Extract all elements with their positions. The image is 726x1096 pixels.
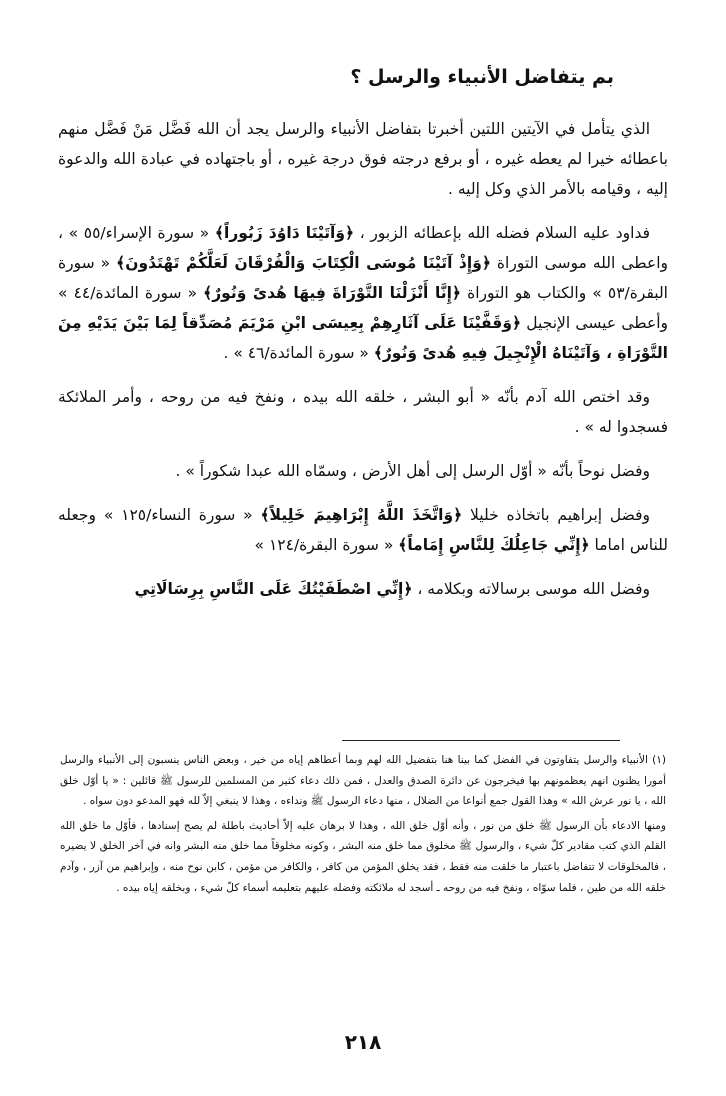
text-span: فداود عليه السلام فضله الله بإعطائه الزبور ، [354, 224, 650, 242]
text-span: « سورة الإسراء/٥٥ » ، واعطى الله موسى التوراة [58, 224, 668, 272]
text-span: « سورة المائدة/٤٤ » وأعطى عيسى الإنجيل [58, 284, 669, 332]
quran-verse: ﴿وَآتَيْنَا دَاوُدَ زَبُوراً﴾ [214, 224, 355, 242]
page-number: ٢١٨ [344, 1030, 382, 1054]
section-heading: بم يتفاضل الأنبياء والرسل ؟ [350, 66, 614, 88]
text-span: « سورة المائدة/٤٦ » . [223, 344, 374, 362]
quran-verse: ﴿إِنِّي اصْطَفَيْتُكَ عَلَى النَّاسِ بِرِسَالَاتِي [134, 580, 413, 598]
paragraph-intro: الذي يتأمل في الآيتين اللتين أخبرتا بتفاضل الأنبياء والرسل يجد أن الله فَضَّل مَنْ فَضَّل منهم باعطائه خيرا لم يعطه غيره ، أو برفع درجته فوق درجة غيره ، أو باجتهاده في عبادة الله والدعوة إليه ، وقيامه بالأمر الذي وكل إليه . [58, 120, 668, 198]
quran-verse: ﴿إِنِّي جَاعِلُكَ لِلنَّاسِ إِمَاماً﴾ [398, 536, 590, 554]
paragraph-ibrahim [58, 500, 668, 560]
text-span: « سورة البقرة/٥٣ » والكتاب هو التوراة [58, 254, 668, 302]
paragraph-adam: وقد اختص الله آدم بأنّه « أبو البشر ، خلقه الله بيده ، ونفخ فيه من روحه ، وأمر الملائكة فسجدوا له » . [58, 388, 668, 436]
text-span: « سورة النساء/١٢٥ » وجعله للناس اماما [58, 506, 668, 554]
quran-verse: ﴿وَقَفَّيْنَا عَلَى آثَارِهِمْ بِعِيسَى ابْنِ مَرْيَمَ مُصَدِّقاً لِمَا بَيْنَ يَدَيْهِ مِنَ التَّوْرَاةِ ، وَآتَيْنَاهُ الْإِنْجِيلَ فِيهِ هُدىً وَنُورٌ﴾ [58, 314, 668, 362]
quran-verse: ﴿وَإِذْ آتَيْنَا مُوسَى الْكِتَابَ وَالْفُرْقَانَ لَعَلَّكُمْ تَهْتَدُونَ﴾ [116, 254, 491, 272]
text-span: وفضل إبراهيم باتخاذه خليلا [462, 506, 650, 524]
paragraph-dawud-musa-isa [58, 218, 668, 368]
quran-verse: ﴿إِنَّا أَنْزَلْنَا التَّوْرَاةَ فِيهَا هُدىً وَنُورٌ﴾ [203, 284, 461, 302]
footnote-paragraph: ومنها الادعاء بأن الرسول ﷺ خلق من نور ، وأنه أوّل خلق الله ، وهذا لا برهان عليه إلاّ أحاديث باطلة لم يصح إسنادها ، فأوّل ما خلق الله القلم الذي كتب مقادير كلّ شيء ، والرسول ﷺ مخلوق مما خلق منه البشر ، وكونه مخلوقاً مما خلق منه البشر وانه في آخر الخلق لا يضيره ، فالمخلوقات لا تتفاضل باعتبار ما خلقت منه فقط ، فقد يخلق المؤمن من كافر ، والكافر من مؤمن ، كابن نوح منه ، وإبراهيم من آزر ، وآدم خلقه الله من طين ، فلما سوّاه ، ونفخ فيه من روحه ـ أسجد له ملائكته وفضله عليهم بتعليمه أسماء كلّ شيء ، وبخلقه إياه بيده . [60, 819, 666, 894]
footnote-paragraph: (١) الأنبياء والرسل يتفاوتون في الفضل كما بينا هنا بتفضيل الله لهم وبما أعطاهم إياه من خير ، وبعض الناس ينسبون إلى الأنبياء والرسل أمورا يظنون انهم يعظمونهم بها فيخرجون عن دائرة الصدق والعدل ، فمن ذلك دعاء كثير من المسلمين للرسول ﷺ قائلين : « يا أوّل خلق الله ، يا نور عرش الله » وهذا القول جمع أنواعا من الضلال ، منها دعاء الرسول ﷺ ونداءه ، وهذا لا ينبغي إلاّ لله فهو المدعو دون سواه . [60, 754, 666, 808]
paragraph-nuh: وفضل نوحاً بأنّه « أوّل الرسل إلى أهل الأرض ، وسمّاه الله عبدا شكوراً » . [175, 462, 650, 480]
quran-verse: ﴿وَاتَّخَذَ اللَّهُ إِبْرَاهِيمَ خَلِيلاً﴾ [260, 506, 463, 524]
main-text [58, 114, 668, 618]
text-span: « سورة البقرة/١٢٤ » [254, 536, 399, 554]
paragraph-musa [58, 574, 668, 604]
text-span: وفضل الله موسى برسالاته وبكلامه ، [412, 580, 650, 598]
footnote-divider [342, 740, 620, 741]
footnote [60, 750, 666, 902]
